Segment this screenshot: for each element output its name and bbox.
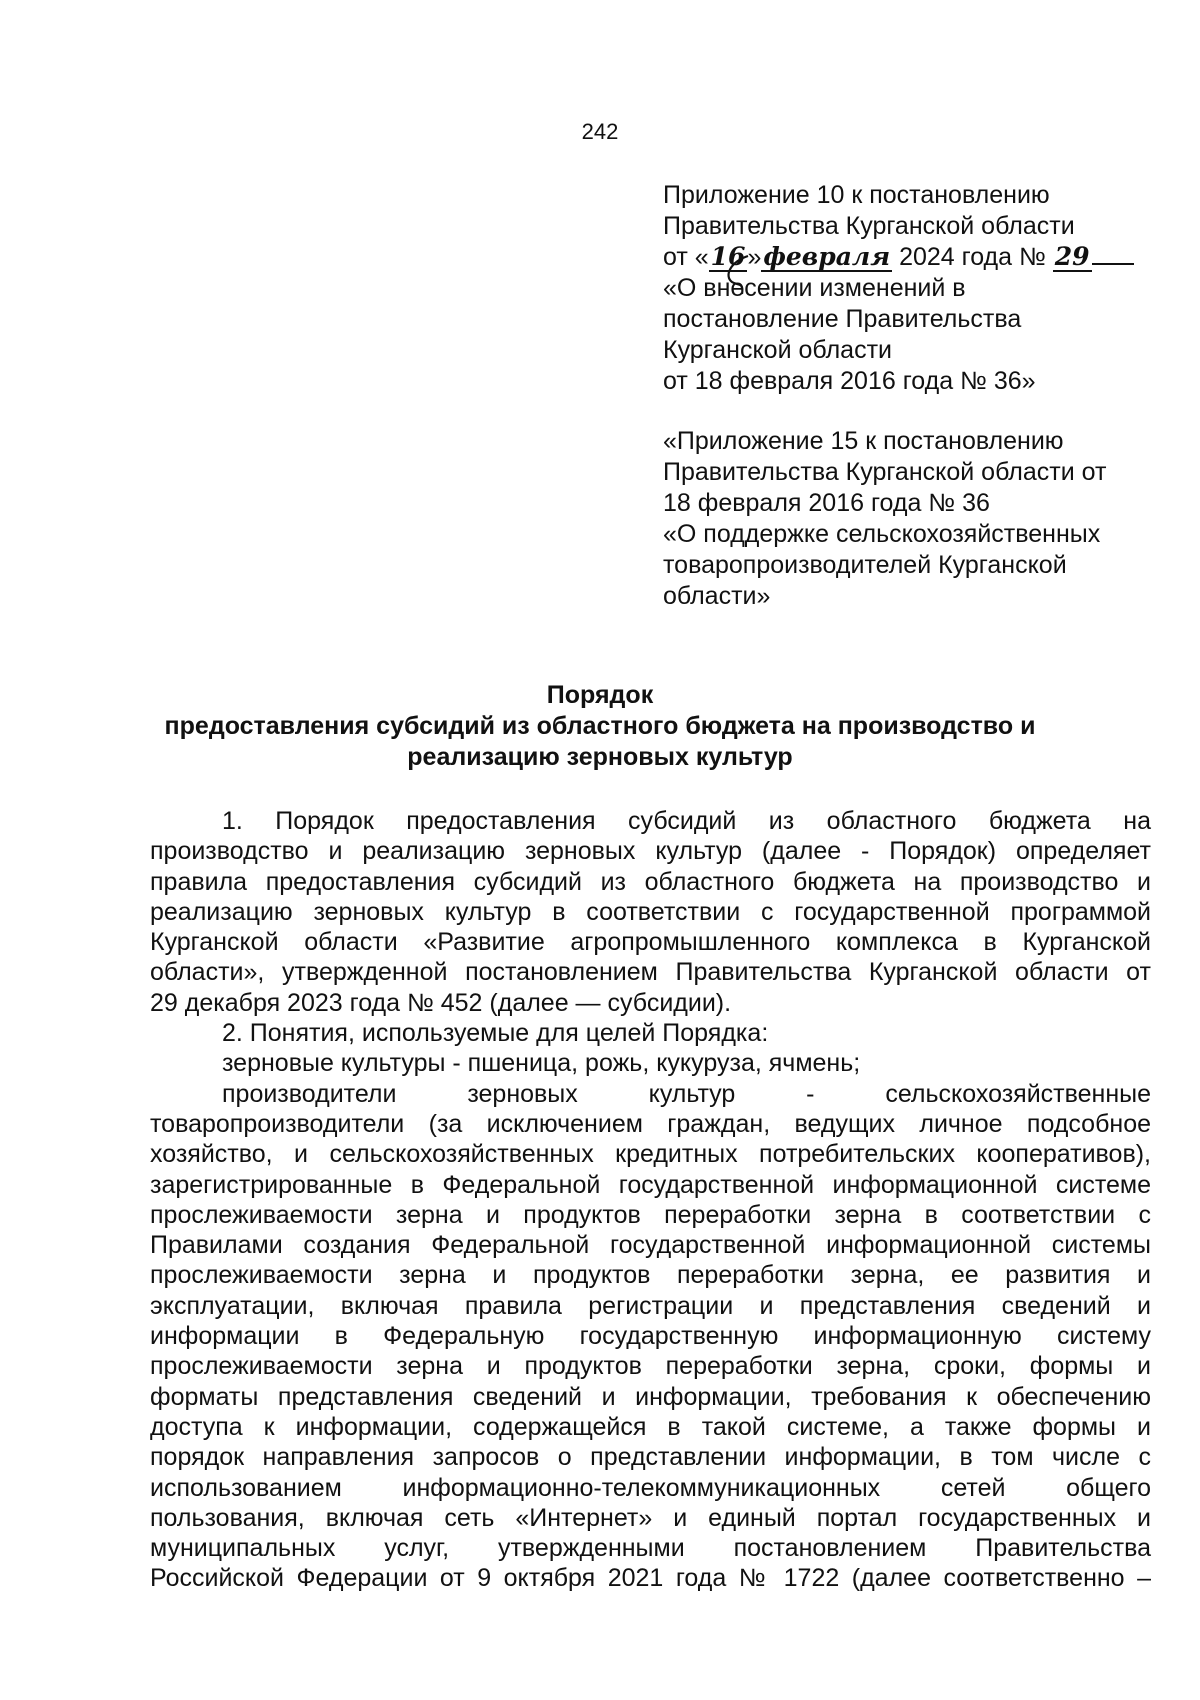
appendix-header-line: постановление Правительства — [663, 305, 1022, 333]
body-line: зерновые культуры - пшеница, рожь, кукуруза, ячмень; — [222, 1049, 861, 1078]
handwritten-day: 16 — [710, 242, 746, 271]
body-line: форматы представления сведений и информации, требования к обеспечению — [150, 1382, 1151, 1411]
body-line: 2. Понятия, используемые для целей Порядка: — [222, 1019, 769, 1048]
body-line: производство и реализацию зерновых культур (далее - Порядок) определяет — [150, 837, 1151, 866]
body-line: зарегистрированные в Федеральной государственной информационной системе — [150, 1170, 1151, 1199]
body-line: 1. Порядок предоставления субсидий из областного бюджета на — [222, 807, 1151, 835]
body-line: Российской Федерации от 9 октября 2021 года № 1722 (далее соответственно – — [150, 1564, 1151, 1593]
body-line: Курганской области «Развитие агропромышленного комплекса в Курганской — [150, 928, 1151, 957]
body-line: пользования, включая сеть «Интернет» и единый портал государственных и — [150, 1503, 1151, 1532]
date-prefix: от « — [663, 243, 709, 271]
body-line: использованием информационно-телекоммуникационных сетей общего — [150, 1473, 1151, 1502]
body-line: информации в Федеральную государственную информационную систему — [150, 1322, 1151, 1351]
appendix-header-line: Приложение 10 к постановлению — [663, 181, 1050, 209]
body-line: прослеживаемости зерна и продуктов переработки зерна, ее развития и — [150, 1261, 1151, 1290]
original-header-line: Правительства Курганской области от — [663, 458, 1107, 486]
original-header-line: 18 февраля 2016 года № 36 — [663, 489, 990, 517]
original-header-line: «О поддержке сельскохозяйственных — [663, 520, 1101, 548]
handwritten-number: 29 — [1054, 242, 1090, 271]
title-line: предоставления субсидий из областного бюджета на производство и — [164, 712, 1036, 740]
body-line: хозяйство, и сельскохозяйственных кредитных потребительских кооперативов), — [150, 1140, 1151, 1169]
body-line: области», утвержденной постановлением Правительства Курганской области от — [150, 958, 1151, 987]
original-appendix-header — [663, 426, 1183, 612]
body-line: прослеживаемости зерна и продуктов переработки зерна в соответствии с — [150, 1200, 1151, 1229]
original-header-line: товаропроизводителей Курганской — [663, 551, 1067, 579]
appendix-header-line: «О внесении изменений в — [663, 274, 966, 302]
handwritten-stroke-mark — [718, 252, 764, 296]
date-year: 2024 года № — [899, 243, 1046, 271]
body-line: производители зерновых культур - сельскохозяйственные — [222, 1079, 1151, 1108]
body-line: доступа к информации, содержащейся в такой системе, а также формы и — [150, 1412, 1151, 1441]
document-title — [150, 680, 1050, 773]
body-line: товаропроизводители (за исключением граждан, ведущих личное подсобное — [150, 1109, 1151, 1138]
appendix-header-line: Курганской области — [663, 336, 893, 364]
body-line: реализацию зерновых культур в соответствии с государственной программой — [150, 897, 1151, 926]
title-line: Порядок — [546, 681, 654, 709]
handwritten-month: февраля — [763, 242, 891, 271]
number-underline — [1092, 263, 1134, 265]
title-line: реализацию зерновых культур — [407, 743, 793, 771]
body-line: эксплуатации, включая правила регистрации и представления сведений и — [150, 1291, 1151, 1320]
date-quote: » — [747, 243, 762, 271]
body-line: правила предоставления субсидий из областного бюджета на производство и — [150, 867, 1151, 896]
original-header-line: «Приложение 15 к постановлению — [663, 427, 1064, 455]
body-line: порядок направления запросов о представлении информации, в том числе с — [150, 1443, 1151, 1472]
original-header-line: области» — [663, 582, 771, 610]
appendix-header-line: Правительства Курганской области — [663, 212, 1075, 240]
appendix-header-line: от 18 февраля 2016 года № 36» — [663, 367, 1036, 395]
body-line: прослеживаемости зерна и продуктов переработки зерна, сроки, формы и — [150, 1352, 1151, 1381]
page-number: 242 — [581, 119, 619, 144]
body-line: Правилами создания Федеральной государственной информационной системы — [150, 1231, 1151, 1260]
body-line: муниципальных услуг, утвержденными постановлением Правительства — [150, 1534, 1151, 1563]
body-line: 29 декабря 2023 года № 452 (далее — субсидии). — [150, 988, 732, 1017]
document-body — [150, 806, 1151, 1594]
